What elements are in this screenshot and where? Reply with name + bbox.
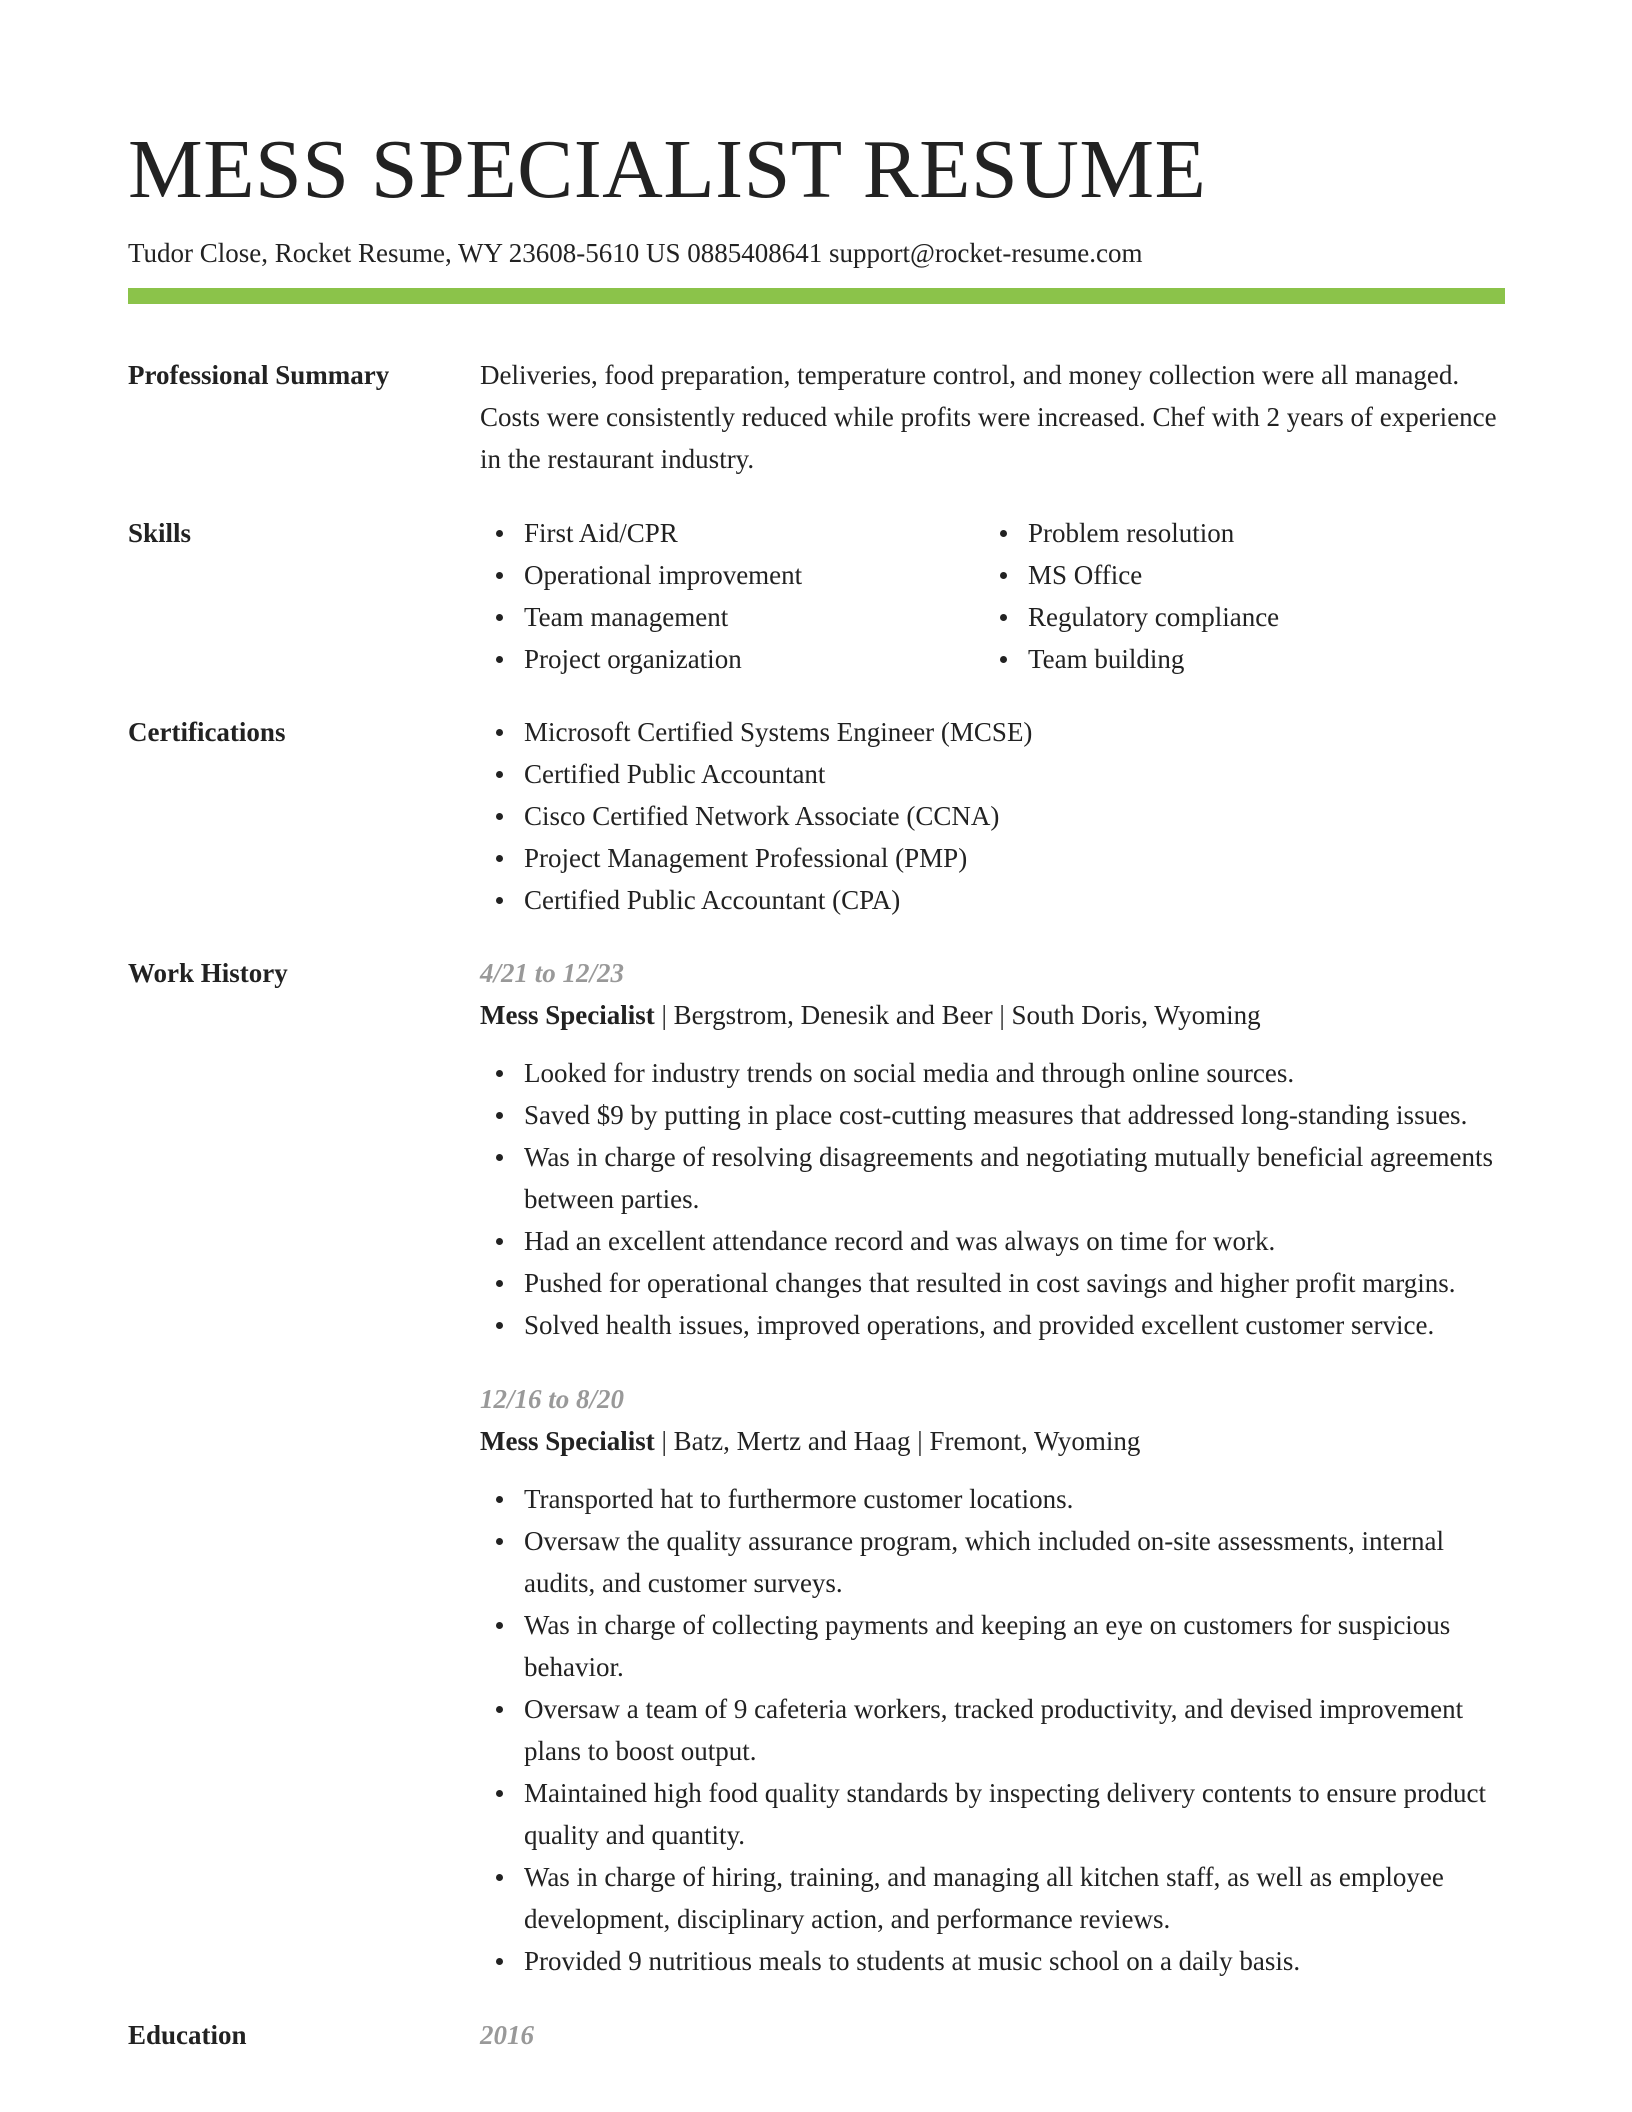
job-bullets bbox=[480, 1478, 1505, 1982]
job-bullet: Maintained high food quality standards by inspecting delivery contents to ensure product quality and quantity. bbox=[524, 1772, 1505, 1856]
skills-list-right bbox=[984, 512, 1488, 680]
job-employer-location: | Batz, Mertz and Haag | Fremont, Wyoming bbox=[654, 1426, 1141, 1456]
section-label-education: Education bbox=[128, 2020, 247, 2050]
certification-item: Certified Public Accountant (CPA) bbox=[524, 879, 1505, 921]
section-label-summary: Professional Summary bbox=[128, 360, 390, 390]
section-label-skills: Skills bbox=[128, 518, 192, 548]
skill-item: Team building bbox=[1028, 638, 1488, 680]
summary-text: Deliveries, food preparation, temperature control, and money collection were all managed. Costs were consistently reduced while profits were increased. Chef with 2 years of experience in the restaurant industry. bbox=[480, 360, 1497, 474]
job-bullet: Provided 9 nutritious meals to students at music school on a daily basis. bbox=[524, 1940, 1505, 1982]
job-bullet: Oversaw the quality assurance program, which included on-site assessments, internal audits, and customer surveys. bbox=[524, 1520, 1505, 1604]
job-dates: 4/21 to 12/23 bbox=[480, 958, 625, 988]
certification-item: Cisco Certified Network Associate (CCNA) bbox=[524, 795, 1505, 837]
job-bullet: Had an excellent attendance record and was always on time for work. bbox=[524, 1220, 1505, 1262]
section-label-certifications: Certifications bbox=[128, 717, 286, 747]
certification-item: Microsoft Certified Systems Engineer (MCSE) bbox=[524, 711, 1505, 753]
skill-item: Operational improvement bbox=[524, 554, 984, 596]
skill-item: Problem resolution bbox=[1028, 512, 1488, 554]
skill-item: First Aid/CPR bbox=[524, 512, 984, 554]
certification-item: Project Management Professional (PMP) bbox=[524, 837, 1505, 879]
job-bullets bbox=[480, 1052, 1505, 1346]
job-entry bbox=[480, 1378, 1505, 1982]
skills-section bbox=[128, 512, 1505, 680]
page-title: MESS SPECIALIST RESUME bbox=[128, 123, 1207, 216]
certification-item: Certified Public Accountant bbox=[524, 753, 1505, 795]
job-role: Mess Specialist bbox=[480, 1000, 655, 1030]
skill-item: Team management bbox=[524, 596, 984, 638]
certifications-section bbox=[128, 711, 1505, 921]
job-bullet: Was in charge of resolving disagreements and negotiating mutually beneficial agreements between parties. bbox=[524, 1136, 1505, 1220]
job-employer-location: | Bergstrom, Denesik and Beer | South Doris, Wyoming bbox=[654, 1000, 1261, 1030]
skill-item: MS Office bbox=[1028, 554, 1488, 596]
job-bullet: Pushed for operational changes that resulted in cost savings and higher profit margins. bbox=[524, 1262, 1505, 1304]
professional-summary-section bbox=[128, 354, 1505, 480]
job-bullet: Saved $9 by putting in place cost-cutting measures that addressed long-standing issues. bbox=[524, 1094, 1505, 1136]
work-history-section bbox=[128, 952, 1505, 1982]
skill-item: Regulatory compliance bbox=[1028, 596, 1488, 638]
contact-line: Tudor Close, Rocket Resume, WY 23608-5610 US 0885408641 support@rocket-resume.com bbox=[128, 238, 1143, 268]
job-bullet: Was in charge of hiring, training, and managing all kitchen staff, as well as employee development, disciplinary action, and performance reviews. bbox=[524, 1856, 1505, 1940]
job-bullet: Was in charge of collecting payments and keeping an eye on customers for suspicious behavior. bbox=[524, 1604, 1505, 1688]
section-label-work-history: Work History bbox=[128, 958, 288, 988]
job-title-line bbox=[480, 1420, 1505, 1462]
resume-page bbox=[128, 0, 1505, 2056]
job-role: Mess Specialist bbox=[480, 1426, 655, 1456]
job-entry bbox=[480, 952, 1505, 1346]
job-bullet: Looked for industry trends on social media and through online sources. bbox=[524, 1052, 1505, 1094]
certifications-list bbox=[480, 711, 1505, 921]
job-dates: 12/16 to 8/20 bbox=[480, 1384, 625, 1414]
job-title-line bbox=[480, 994, 1505, 1036]
education-section bbox=[128, 2014, 1505, 2056]
job-bullet: Transported hat to furthermore customer locations. bbox=[524, 1478, 1505, 1520]
job-bullet: Oversaw a team of 9 cafeteria workers, tracked productivity, and devised improvement plans to boost output. bbox=[524, 1688, 1505, 1772]
education-date: 2016 bbox=[480, 2020, 534, 2050]
skills-list-left bbox=[480, 512, 984, 680]
skill-item: Project organization bbox=[524, 638, 984, 680]
accent-divider bbox=[128, 288, 1505, 304]
job-bullet: Solved health issues, improved operations, and provided excellent customer service. bbox=[524, 1304, 1505, 1346]
